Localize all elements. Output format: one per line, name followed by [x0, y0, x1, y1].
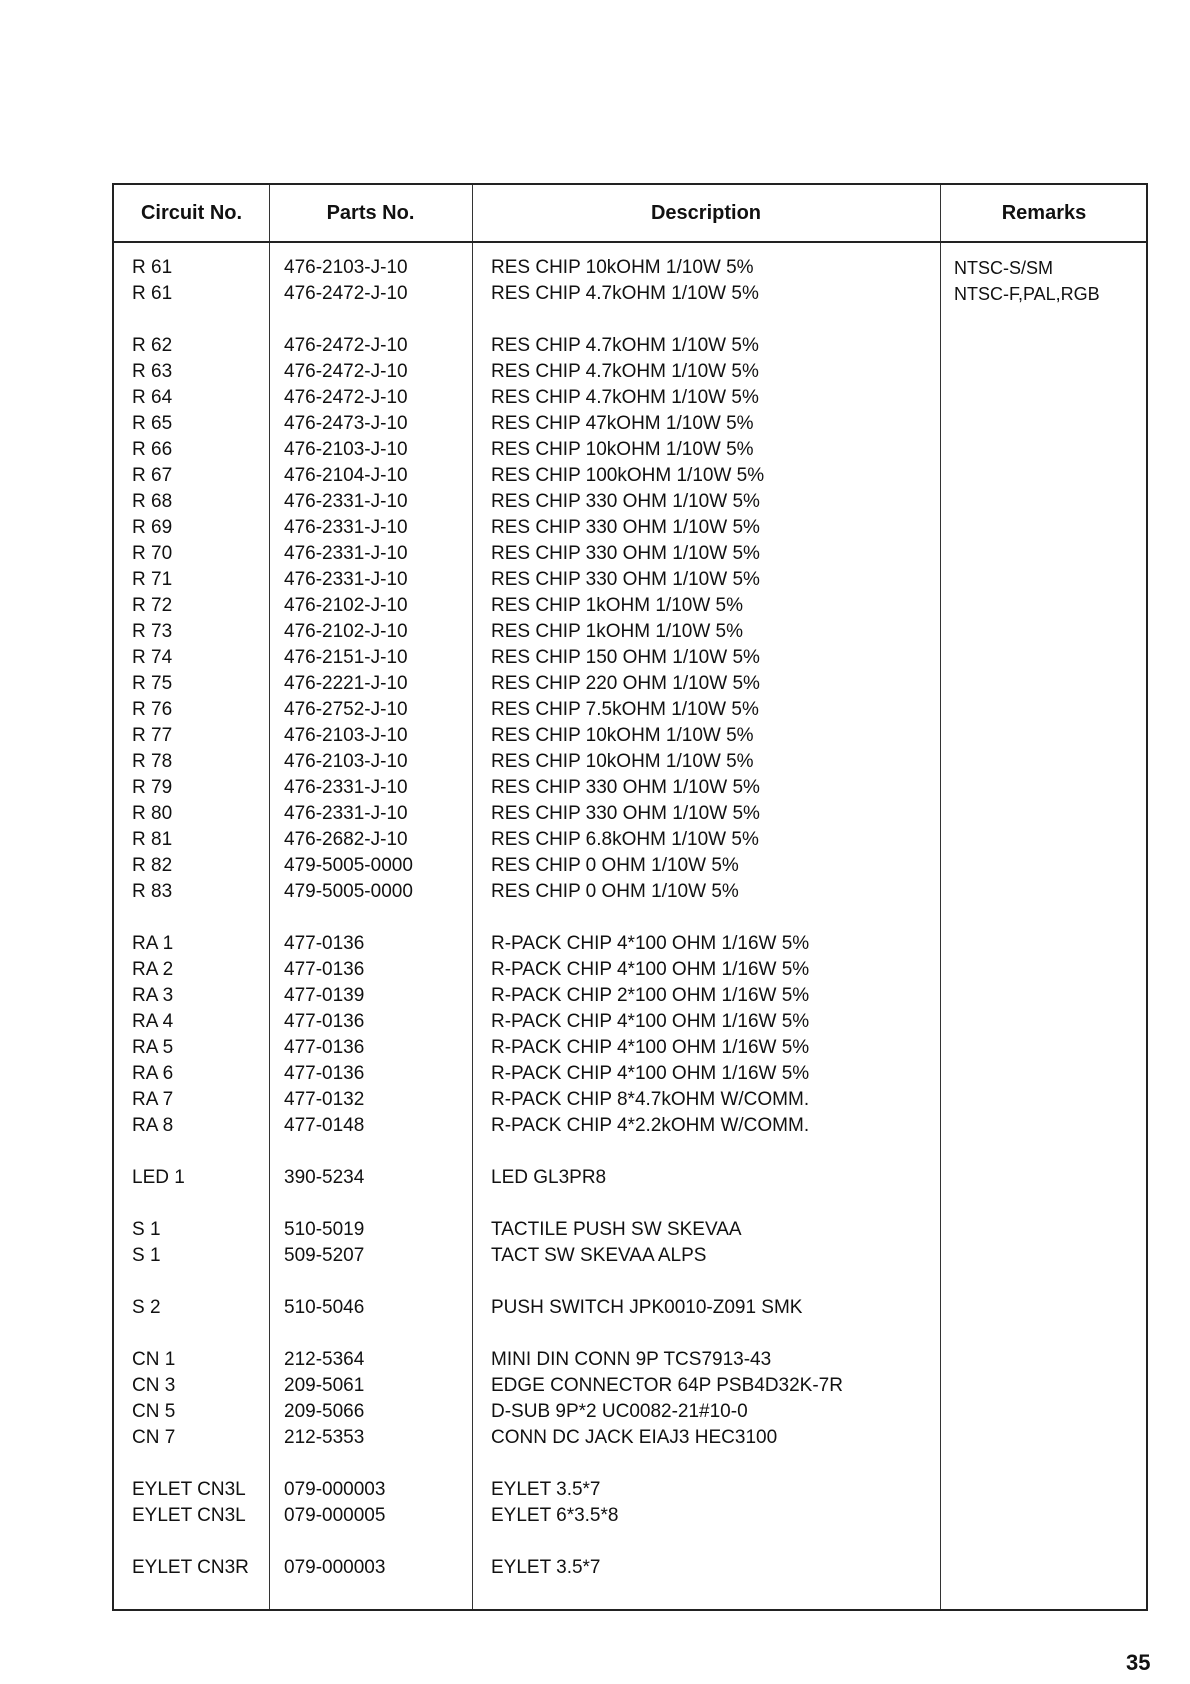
description-cell: LED GL3PR8 [491, 1167, 607, 1188]
parts-no-cell: 476-2102-J-10 [284, 595, 408, 616]
circuit-no-cell: RA 5 [132, 1037, 174, 1058]
parts-no-cell: 476-2104-J-10 [284, 465, 408, 486]
circuit-no-cell: RA 6 [132, 1063, 174, 1084]
table-row [114, 853, 1146, 879]
parts-no-cell: 212-5353 [284, 1427, 365, 1448]
parts-no-cell: 209-5061 [284, 1375, 365, 1396]
circuit-no-cell: EYLET CN3L [132, 1505, 246, 1526]
parts-no-cell: 479-5005-0000 [284, 881, 413, 902]
parts-no-cell: 509-5207 [284, 1245, 365, 1266]
table-row [114, 281, 1146, 307]
circuit-no-cell: R 62 [132, 335, 173, 356]
table-row [114, 255, 1146, 281]
circuit-no-cell: RA 8 [132, 1115, 174, 1136]
parts-no-cell: 476-2102-J-10 [284, 621, 408, 642]
table-row [114, 437, 1146, 463]
table-row [114, 1373, 1146, 1399]
table-row [114, 723, 1146, 749]
parts-no-cell: 476-2331-J-10 [284, 803, 408, 824]
description-cell: RES CHIP 7.5kOHM 1/10W 5% [491, 699, 759, 720]
remarks-cell: NTSC-S/SM [954, 258, 1053, 278]
header-remarks: Remarks [1001, 202, 1087, 224]
circuit-no-cell: R 70 [132, 543, 173, 564]
circuit-no-cell: EYLET CN3R [132, 1557, 249, 1578]
table-row [114, 463, 1146, 489]
parts-no-cell: 477-0132 [284, 1089, 365, 1110]
circuit-no-cell: R 61 [132, 283, 173, 304]
circuit-no-cell: R 78 [132, 751, 173, 772]
table-row [114, 1165, 1146, 1191]
circuit-no-cell: R 82 [132, 855, 173, 876]
parts-no-cell: 476-2472-J-10 [284, 387, 408, 408]
remarks-cell: NTSC-F,PAL,RGB [954, 284, 1100, 304]
parts-no-cell: 510-5046 [284, 1297, 365, 1318]
circuit-no-cell: R 72 [132, 595, 173, 616]
description-cell: R-PACK CHIP 8*4.7kOHM W/COMM. [491, 1089, 810, 1110]
parts-no-cell: 510-5019 [284, 1219, 365, 1240]
table-row [114, 541, 1146, 567]
description-cell: RES CHIP 100kOHM 1/10W 5% [491, 465, 765, 486]
description-cell: EDGE CONNECTOR 64P PSB4D32K-7R [491, 1375, 843, 1396]
circuit-no-cell: S 1 [132, 1245, 161, 1266]
table-row [114, 957, 1146, 983]
parts-no-cell: 079-000003 [284, 1479, 386, 1500]
description-cell: RES CHIP 4.7kOHM 1/10W 5% [491, 335, 759, 356]
circuit-no-cell: RA 1 [132, 933, 174, 954]
header-divider [114, 241, 1146, 243]
circuit-no-cell: R 63 [132, 361, 173, 382]
table-row [114, 619, 1146, 645]
circuit-no-cell: R 71 [132, 569, 173, 590]
description-cell: R-PACK CHIP 4*100 OHM 1/16W 5% [491, 1037, 810, 1058]
description-cell: TACTILE PUSH SW SKEVAA [491, 1219, 742, 1240]
description-cell: CONN DC JACK EIAJ3 HEC3100 [491, 1427, 778, 1448]
parts-no-cell: 476-2103-J-10 [284, 257, 408, 278]
parts-no-cell: 476-2151-J-10 [284, 647, 408, 668]
circuit-no-cell: EYLET CN3L [132, 1479, 246, 1500]
description-cell: R-PACK CHIP 4*100 OHM 1/16W 5% [491, 933, 810, 954]
parts-no-cell: 079-000005 [284, 1505, 386, 1526]
description-cell: RES CHIP 0 OHM 1/10W 5% [491, 881, 739, 902]
description-cell: RES CHIP 330 OHM 1/10W 5% [491, 777, 760, 798]
circuit-no-cell: R 73 [132, 621, 173, 642]
header-parts-no: Parts No. [326, 202, 415, 224]
table-row [114, 515, 1146, 541]
parts-no-cell: 476-2473-J-10 [284, 413, 408, 434]
table-row [114, 983, 1146, 1009]
table-row [114, 1243, 1146, 1269]
table-row [114, 749, 1146, 775]
table-row [114, 1425, 1146, 1451]
table-row [114, 879, 1146, 905]
circuit-no-cell: R 75 [132, 673, 173, 694]
description-cell: R-PACK CHIP 4*100 OHM 1/16W 5% [491, 1011, 810, 1032]
circuit-no-cell: RA 7 [132, 1089, 174, 1110]
description-cell: RES CHIP 330 OHM 1/10W 5% [491, 491, 760, 512]
table-row [114, 645, 1146, 671]
description-cell: RES CHIP 220 OHM 1/10W 5% [491, 673, 760, 694]
description-cell: RES CHIP 330 OHM 1/10W 5% [491, 569, 760, 590]
table-row [114, 827, 1146, 853]
parts-no-cell: 212-5364 [284, 1349, 365, 1370]
circuit-no-cell: R 68 [132, 491, 173, 512]
description-cell: RES CHIP 4.7kOHM 1/10W 5% [491, 387, 759, 408]
table-row [114, 359, 1146, 385]
circuit-no-cell: R 69 [132, 517, 173, 538]
table-row [114, 489, 1146, 515]
table-row [114, 1295, 1146, 1321]
table-row [114, 697, 1146, 723]
description-cell: R-PACK CHIP 4*100 OHM 1/16W 5% [491, 1063, 810, 1084]
circuit-no-cell: RA 3 [132, 985, 174, 1006]
description-cell: R-PACK CHIP 4*2.2kOHM W/COMM. [491, 1115, 810, 1136]
description-cell: RES CHIP 10kOHM 1/10W 5% [491, 257, 754, 278]
circuit-no-cell: R 83 [132, 881, 173, 902]
circuit-no-cell: R 66 [132, 439, 173, 460]
parts-no-cell: 476-2331-J-10 [284, 569, 408, 590]
description-cell: RES CHIP 4.7kOHM 1/10W 5% [491, 361, 759, 382]
circuit-no-cell: S 2 [132, 1297, 161, 1318]
circuit-no-cell: R 80 [132, 803, 173, 824]
parts-no-cell: 477-0136 [284, 933, 365, 954]
circuit-no-cell: CN 5 [132, 1401, 176, 1422]
parts-no-cell: 476-2752-J-10 [284, 699, 408, 720]
header-circuit-no: Circuit No. [140, 202, 243, 224]
parts-no-cell: 209-5066 [284, 1401, 365, 1422]
parts-no-cell: 476-2682-J-10 [284, 829, 408, 850]
parts-no-cell: 477-0148 [284, 1115, 365, 1136]
description-cell: RES CHIP 47kOHM 1/10W 5% [491, 413, 754, 434]
parts-no-cell: 476-2103-J-10 [284, 439, 408, 460]
table-row [114, 775, 1146, 801]
circuit-no-cell: R 67 [132, 465, 173, 486]
parts-no-cell: 476-2221-J-10 [284, 673, 408, 694]
parts-no-cell: 477-0136 [284, 959, 365, 980]
parts-no-cell: 476-2103-J-10 [284, 751, 408, 772]
parts-no-cell: 477-0136 [284, 1011, 365, 1032]
parts-no-cell: 476-2472-J-10 [284, 283, 408, 304]
circuit-no-cell: S 1 [132, 1219, 161, 1240]
page-number: 35 [1126, 1650, 1151, 1675]
table-row [114, 1503, 1146, 1529]
description-cell: PUSH SWITCH JPK0010-Z091 SMK [491, 1297, 803, 1318]
description-cell: TACT SW SKEVAA ALPS [491, 1245, 707, 1266]
description-cell: RES CHIP 1kOHM 1/10W 5% [491, 595, 744, 616]
table-row [114, 1087, 1146, 1113]
circuit-no-cell: R 79 [132, 777, 173, 798]
description-cell: RES CHIP 0 OHM 1/10W 5% [491, 855, 739, 876]
table-row [114, 1347, 1146, 1373]
table-row [114, 385, 1146, 411]
circuit-no-cell: R 65 [132, 413, 173, 434]
table-row [114, 671, 1146, 697]
parts-no-cell: 476-2472-J-10 [284, 361, 408, 382]
parts-no-cell: 079-000003 [284, 1557, 386, 1578]
circuit-no-cell: LED 1 [132, 1167, 185, 1188]
parts-no-cell: 477-0136 [284, 1063, 365, 1084]
circuit-no-cell: CN 3 [132, 1375, 176, 1396]
parts-no-cell: 479-5005-0000 [284, 855, 413, 876]
header-description: Description [650, 202, 762, 224]
description-cell: R-PACK CHIP 2*100 OHM 1/16W 5% [491, 985, 810, 1006]
parts-table [112, 183, 1148, 1611]
parts-no-cell: 476-2331-J-10 [284, 777, 408, 798]
description-cell: EYLET 3.5*7 [491, 1479, 601, 1500]
table-row [114, 801, 1146, 827]
table-row [114, 1399, 1146, 1425]
circuit-no-cell: R 64 [132, 387, 173, 408]
parts-no-cell: 390-5234 [284, 1167, 365, 1188]
circuit-no-cell: R 76 [132, 699, 173, 720]
parts-no-cell: 476-2103-J-10 [284, 725, 408, 746]
circuit-no-cell: R 81 [132, 829, 173, 850]
table-row [114, 1061, 1146, 1087]
description-cell: MINI DIN CONN 9P TCS7913-43 [491, 1349, 772, 1370]
circuit-no-cell: R 61 [132, 257, 173, 278]
circuit-no-cell: RA 2 [132, 959, 174, 980]
table-row [114, 1477, 1146, 1503]
parts-no-cell: 476-2472-J-10 [284, 335, 408, 356]
description-cell: RES CHIP 150 OHM 1/10W 5% [491, 647, 760, 668]
description-cell: RES CHIP 4.7kOHM 1/10W 5% [491, 283, 759, 304]
parts-no-cell: 476-2331-J-10 [284, 491, 408, 512]
table-row [114, 567, 1146, 593]
table-row [114, 1009, 1146, 1035]
table-row [114, 1035, 1146, 1061]
description-cell: RES CHIP 330 OHM 1/10W 5% [491, 517, 760, 538]
table-row [114, 333, 1146, 359]
description-cell: EYLET 6*3.5*8 [491, 1505, 619, 1526]
circuit-no-cell: CN 7 [132, 1427, 176, 1448]
parts-no-cell: 477-0139 [284, 985, 365, 1006]
description-cell: RES CHIP 330 OHM 1/10W 5% [491, 803, 760, 824]
description-cell: RES CHIP 10kOHM 1/10W 5% [491, 439, 754, 460]
table-row [114, 593, 1146, 619]
circuit-no-cell: CN 1 [132, 1349, 176, 1370]
table-row [114, 1113, 1146, 1139]
parts-no-cell: 476-2331-J-10 [284, 543, 408, 564]
description-cell: RES CHIP 10kOHM 1/10W 5% [491, 751, 754, 772]
description-cell: R-PACK CHIP 4*100 OHM 1/16W 5% [491, 959, 810, 980]
table-row [114, 1555, 1146, 1581]
parts-no-cell: 477-0136 [284, 1037, 365, 1058]
description-cell: RES CHIP 330 OHM 1/10W 5% [491, 543, 760, 564]
circuit-no-cell: R 77 [132, 725, 173, 746]
table-row [114, 931, 1146, 957]
table-row [114, 1217, 1146, 1243]
description-cell: RES CHIP 10kOHM 1/10W 5% [491, 725, 754, 746]
description-cell: D-SUB 9P*2 UC0082-21#10-0 [491, 1401, 748, 1422]
description-cell: RES CHIP 6.8kOHM 1/10W 5% [491, 829, 759, 850]
parts-no-cell: 476-2331-J-10 [284, 517, 408, 538]
description-cell: RES CHIP 1kOHM 1/10W 5% [491, 621, 744, 642]
circuit-no-cell: R 74 [132, 647, 173, 668]
description-cell: EYLET 3.5*7 [491, 1557, 601, 1578]
circuit-no-cell: RA 4 [132, 1011, 174, 1032]
table-row [114, 411, 1146, 437]
